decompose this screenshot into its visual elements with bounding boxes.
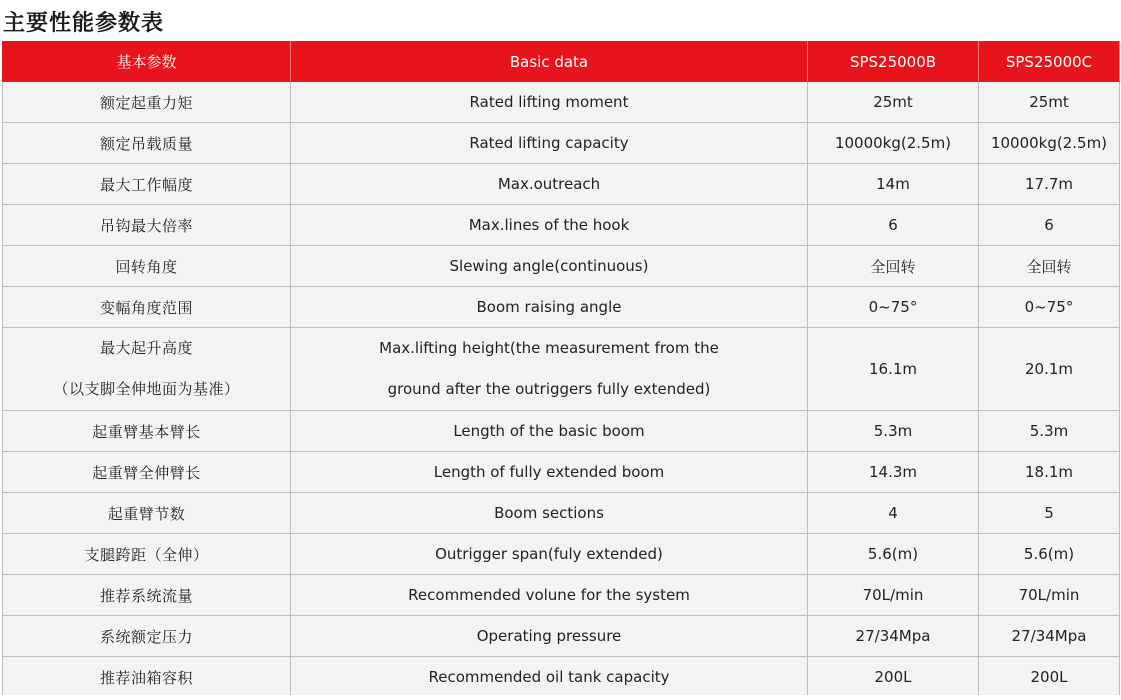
value-b: 70L/min	[808, 575, 979, 616]
value-b: 14m	[808, 164, 979, 205]
table-row	[3, 657, 1120, 698]
param-cn: 推荐系统流量	[3, 575, 291, 616]
param-en: Outrigger span(fuly extended)	[291, 534, 808, 575]
value-b: 25mt	[808, 82, 979, 123]
table-row	[3, 246, 1120, 287]
value-c: 10000kg(2.5m)	[979, 123, 1120, 164]
header-basic-data: Basic data	[291, 42, 808, 82]
param-cn: 吊钩最大倍率	[3, 205, 291, 246]
param-en: Slewing angle(continuous)	[291, 246, 808, 287]
page-title: 主要性能参数表	[3, 11, 165, 36]
value-c: 20.1m	[979, 328, 1120, 411]
spec-table	[2, 41, 1120, 698]
param-cn: 起重臂节数	[3, 493, 291, 534]
table-row	[3, 205, 1120, 246]
page-bottom-edge	[0, 695, 1121, 700]
value-b: 4	[808, 493, 979, 534]
header-basic-params: 基本参数	[3, 42, 291, 82]
value-b: 6	[808, 205, 979, 246]
value-b: 0~75°	[808, 287, 979, 328]
param-en-line2: ground after the outriggers fully extended)	[387, 380, 711, 398]
param-cn-line2: （以支脚全伸地面为基准）	[53, 380, 240, 398]
header-model-b: SPS25000B	[808, 42, 979, 82]
param-en: Length of fully extended boom	[291, 452, 808, 493]
param-en: Max.lines of the hook	[291, 205, 808, 246]
param-cn	[3, 328, 291, 411]
param-cn-line1: 最大起升高度	[99, 339, 193, 357]
param-en: Boom sections	[291, 493, 808, 534]
value-c: 25mt	[979, 82, 1120, 123]
table-row	[3, 411, 1120, 452]
table-row	[3, 493, 1120, 534]
param-cn: 支腿跨距（全伸）	[3, 534, 291, 575]
value-c: 5.3m	[979, 411, 1120, 452]
param-en: Rated lifting capacity	[291, 123, 808, 164]
param-cn: 回转角度	[3, 246, 291, 287]
value-b: 5.6(m)	[808, 534, 979, 575]
param-en: Operating pressure	[291, 616, 808, 657]
param-cn: 系统额定压力	[3, 616, 291, 657]
value-b: 14.3m	[808, 452, 979, 493]
param-en-line1: Max.lifting height(the measurement from the	[379, 339, 719, 357]
value-c: 18.1m	[979, 452, 1120, 493]
table-row	[3, 287, 1120, 328]
value-b: 5.3m	[808, 411, 979, 452]
param-en	[291, 328, 808, 411]
value-b: 全回转	[808, 246, 979, 287]
value-b: 16.1m	[808, 328, 979, 411]
param-cn: 额定起重力矩	[3, 82, 291, 123]
value-c: 6	[979, 205, 1120, 246]
param-cn: 起重臂基本臂长	[3, 411, 291, 452]
header-row	[3, 42, 1120, 82]
param-en: Recommended volune for the system	[291, 575, 808, 616]
table-row	[3, 123, 1120, 164]
table-row	[3, 616, 1120, 657]
table-row	[3, 534, 1120, 575]
param-cn: 推荐油箱容积	[3, 657, 291, 698]
value-c: 200L	[979, 657, 1120, 698]
value-c: 全回转	[979, 246, 1120, 287]
param-en: Boom raising angle	[291, 287, 808, 328]
header-model-c: SPS25000C	[979, 42, 1120, 82]
param-en: Rated lifting moment	[291, 82, 808, 123]
value-c: 5.6(m)	[979, 534, 1120, 575]
value-c: 5	[979, 493, 1120, 534]
param-en: Recommended oil tank capacity	[291, 657, 808, 698]
table-row	[3, 82, 1120, 123]
value-c: 27/34Mpa	[979, 616, 1120, 657]
table-row	[3, 452, 1120, 493]
param-en: Length of the basic boom	[291, 411, 808, 452]
value-b: 10000kg(2.5m)	[808, 123, 979, 164]
table-row	[3, 575, 1120, 616]
param-cn: 额定吊载质量	[3, 123, 291, 164]
param-cn: 起重臂全伸臂长	[3, 452, 291, 493]
value-c: 0~75°	[979, 287, 1120, 328]
param-en: Max.outreach	[291, 164, 808, 205]
param-cn: 最大工作幅度	[3, 164, 291, 205]
param-cn: 变幅角度范围	[3, 287, 291, 328]
value-c: 70L/min	[979, 575, 1120, 616]
value-b: 27/34Mpa	[808, 616, 979, 657]
value-b: 200L	[808, 657, 979, 698]
value-c: 17.7m	[979, 164, 1120, 205]
table-row	[3, 164, 1120, 205]
table-row	[3, 328, 1120, 411]
